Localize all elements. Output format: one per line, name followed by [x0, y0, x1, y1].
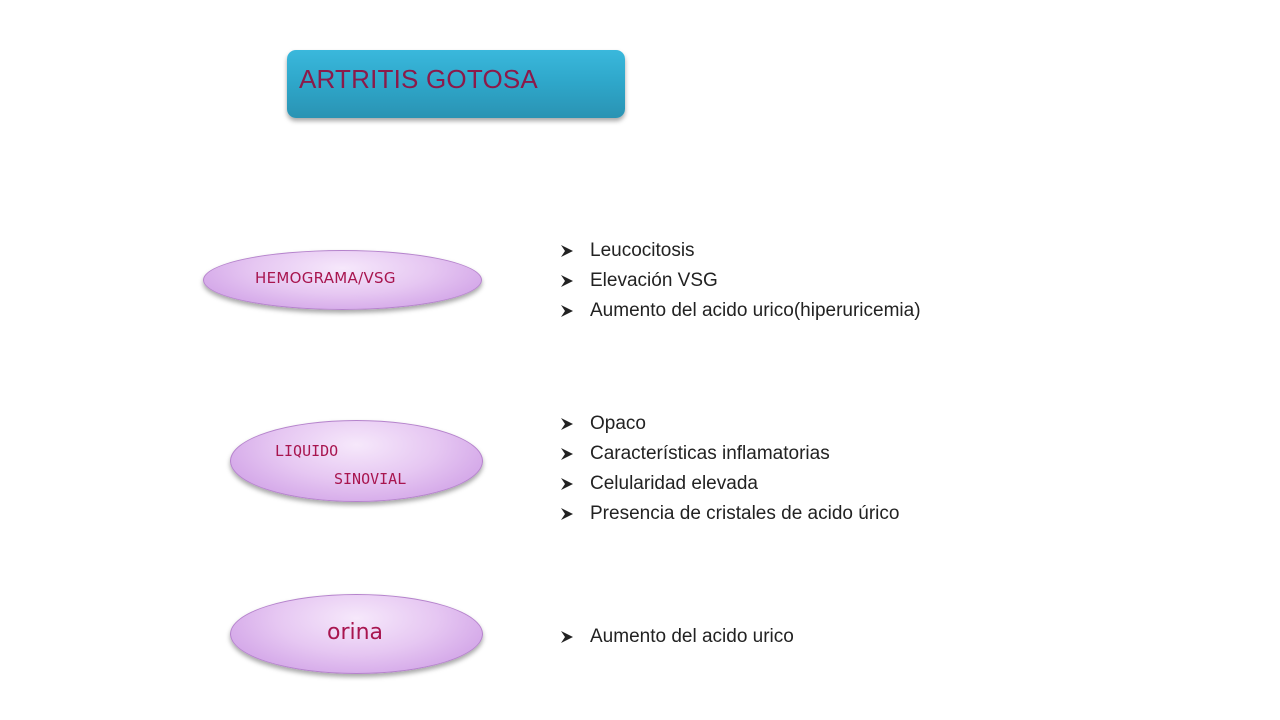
- arrow-bullet-icon: [560, 630, 574, 644]
- list-item: [560, 296, 921, 326]
- liquido-findings-list: [560, 409, 899, 529]
- list-item-text: Opaco: [590, 413, 646, 434]
- list-item: [560, 622, 794, 652]
- list-item: [560, 469, 899, 499]
- list-item: [560, 439, 899, 469]
- oval-label-orina: orina: [327, 620, 384, 645]
- list-item-text: Celularidad elevada: [590, 473, 758, 494]
- arrow-bullet-icon: [560, 417, 574, 431]
- list-item: [560, 266, 921, 296]
- arrow-bullet-icon: [560, 507, 574, 521]
- page-title: ARTRITIS GOTOSA: [299, 64, 538, 94]
- title-box: [287, 50, 625, 118]
- list-item-text: Aumento del acido urico(hiperuricemia): [590, 300, 921, 321]
- list-item-text: Elevación VSG: [590, 270, 718, 291]
- oval-label-hemograma: HEMOGRAMA/VSG: [255, 269, 396, 287]
- arrow-bullet-icon: [560, 477, 574, 491]
- oval-liquido-sinovial: [230, 420, 483, 502]
- oval-label-sinovial: SINOVIAL: [334, 470, 407, 488]
- arrow-bullet-icon: [560, 244, 574, 258]
- orina-findings-list: [560, 622, 794, 652]
- arrow-bullet-icon: [560, 447, 574, 461]
- arrow-bullet-icon: [560, 304, 574, 318]
- arrow-bullet-icon: [560, 274, 574, 288]
- list-item: [560, 409, 899, 439]
- oval-label-liquido: LIQUIDO: [275, 442, 339, 460]
- list-item-text: Leucocitosis: [590, 240, 695, 261]
- list-item: [560, 499, 899, 529]
- list-item: [560, 236, 921, 266]
- list-item-text: Aumento del acido urico: [590, 626, 794, 647]
- list-item-text: Características inflamatorias: [590, 443, 830, 464]
- hemograma-findings-list: [560, 236, 921, 326]
- list-item-text: Presencia de cristales de acido úrico: [590, 503, 900, 524]
